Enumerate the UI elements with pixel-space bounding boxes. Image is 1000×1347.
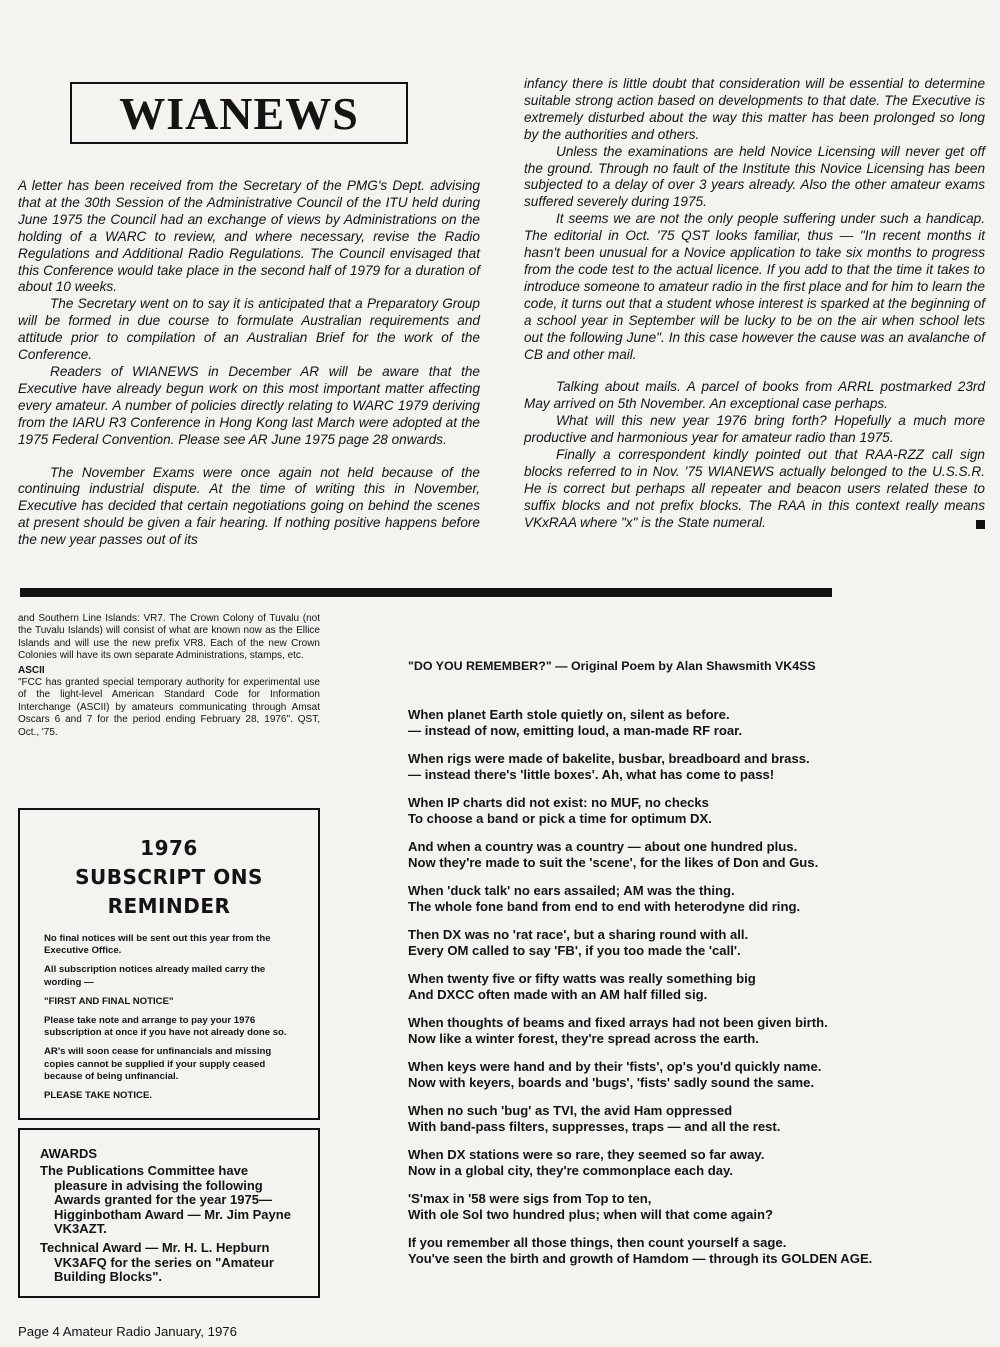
poem-line: 'S'max in '58 were sigs from Top to ten, [408,1191,652,1206]
poem-stanza [408,707,988,739]
right-paragraph-6: Finally a correspondent kindly pointed out that RAA-RZZ call sign blocks referred to in Nov. '75 WIANEWS actually belonged to the U.S.S.R. He is correct but perhaps all repeater and beacon users related these to suffix blocks and not prefix blocks. The RAA in this context really means VKxRAA where "x" is the State numeral. [524,447,985,530]
poem-stanza [408,883,988,915]
section-divider [20,588,832,597]
right-paragraph-5: What will this new year 1976 bring forth? Hopefully a much more productive and harmonious year for amateur radio than 1975. [524,413,985,446]
poem-stanza [408,927,988,959]
poem-line: And DXCC often made with an AM half filled sig. [408,987,708,1003]
poem-stanza [408,1015,988,1047]
poem-line: — instead there's 'little boxes'. Ah, what has come to pass! [408,767,775,783]
subscriptions-body [44,933,294,1102]
poem-line: Now they're made to suit the 'scene', for the likes of Don and Gus. [408,855,819,871]
small-text-2: "FCC has granted special temporary authority for experimental use of the light-level American Standard Code for Information Interchange (ASCII) by amateurs communicating through Amsat Oscars 6 and 7 for the period ending February 28, 1976". QST, Oct., '75. [18,677,320,738]
ascii-heading: ASCII [18,664,45,676]
poem-stanza [408,1235,988,1267]
poem-stanza [408,751,988,783]
poem-stanza [408,971,988,1003]
end-mark-icon [976,520,985,529]
page-footer: Page 4 Amateur Radio January, 1976 [18,1324,237,1339]
left-column [18,178,480,549]
poem-stanza [408,795,988,827]
awards-box [18,1128,320,1298]
subscriptions-paragraph: AR's will soon cease for unfinancials and missing copies cannot be supplied if your supply ceased because of being unfinancial. [44,1046,272,1082]
awards-heading: AWARDS [40,1146,98,1161]
left-paragraph-2: The Secretary went on to say it is anticipated that a Preparatory Group will be formed in due course to formulate Australian requirements and attitude prior to compilation of an Australian Brief for the work of the Conference. [18,296,480,363]
poem [408,707,988,1279]
poem-line: If you remember all those things, then count yourself a sage. [408,1235,787,1250]
poem-stanza [408,839,988,871]
poem-line: Now in a global city, they're commonplace each day. [408,1163,733,1179]
poem-line: Now like a winter forest, they're spread across the earth. [408,1031,759,1047]
poem-line: You've seen the birth and growth of Hamdom — through its GOLDEN AGE. [408,1251,873,1267]
poem-line: When thoughts of beams and fixed arrays had not been given birth. [408,1015,828,1030]
poem-line: — instead of now, emitting loud, a man-made RF roar. [408,723,743,739]
right-paragraph-1: infancy there is little doubt that consideration will be essential to determine suitable strong action based on developments to that date. The Executive is extremely disturbed about the way this matter has been prolonged so long by the authorities and others. [524,76,985,142]
subscriptions-paragraph: No final notices will be sent out this year from the Executive Office. [44,933,271,957]
poem-line: When no such 'bug' as TVI, the avid Ham oppressed [408,1103,733,1118]
left-paragraph-1: A letter has been received from the Secretary of the PMG's Dept. advising that at the 30th Session of the Administrative Council of the ITU held during June 1975 the Council had an exchange of views by Administrations on the holding of a WARC to review, and where necessary, revise the Radio Regulations and Additional Radio Regulations. The Council envisaged that this Conference would take place in the second half of 1979 for a duration of about 10 weeks. [18,178,480,295]
poem-line: When planet Earth stole quietly on, silent as before. [408,707,730,722]
poem-line: When twenty five or fifty watts was really something big [408,971,756,986]
right-paragraph-2: Unless the examinations are held Novice Licensing will never get off the ground. Through no fault of the Institute this Novice Licensing has been subjected to a delay of over 3 years already. Also the other amateur exams suffered severely during 1975. [524,143,985,210]
masthead-box [70,82,408,144]
right-paragraph-4: Talking about mails. A parcel of books from ARRL postmarked 23rd May arrived on 5th November. An exceptional case perhaps. [524,379,985,412]
subscriptions-paragraph: "FIRST AND FINAL NOTICE" [44,995,174,1007]
awards-paragraph: The Publications Committee have pleasure in advising the following Awards granted for the year 1975— Higginbotham Award — Mr. Jim Payne VK3AZT. [40,1163,291,1237]
poem-line: When rigs were made of bakelite, busbar, breadboard and brass. [408,751,810,766]
subscriptions-paragraph: PLEASE TAKE NOTICE. [44,1090,153,1102]
poem-line: With ole Sol two hundred plus; when will that come again? [408,1207,774,1223]
poem-stanza [408,1103,988,1135]
masthead-title: WIANEWS [119,87,359,139]
poem-line: Every OM called to say 'FB', if you too made the 'call'. [408,943,741,959]
small-text-1: and Southern Line Islands: VR7. The Crown Colony of Tuvalu (not the Tuvalu Islands) will consist of what are known now as the Ellice Islands and will use the new prefix VR8. Each of the new Crown Colonies will have its own separate Administrations, stamps, etc. [18,613,320,662]
poem-stanza [408,1147,988,1179]
right-paragraph-3: It seems we are not the only people suffering under such a handicap. The editorial in Oct. '75 QST looks familiar, thus — "In recent months it hasn't been unusual for a Novice application to take six months to progress from the code test to the actual licence. If you add to that the time it takes to introduce someone to amateur radio in the first place and for him to learn the code, it turns out that a student whose interest is sparked at the beginning of a school year in September will be lucky to be on the air when school lets out the following June". In this case however the cause was an avalanche of CB and other mail. [524,211,985,362]
poem-line: When 'duck talk' no ears assailed; AM was the thing. [408,883,735,898]
poem-stanza [408,1191,988,1223]
left-paragraph-4: The November Exams were once again not held because of the continuing industrial dispute. At the time of writing this in November, Executive has decided that certain negotiations going on behind the scenes at present should be given a fair hearing. If nothing positive happens before the new year passes out of its [18,464,480,548]
poem-line: To choose a band or pick a time for optimum DX. [408,811,712,827]
poem-line: And when a country was a country — about one hundred plus. [408,839,798,854]
subscriptions-paragraph: Please take note and arrange to pay your 1976 subscription at once if you have not already done so. [44,1015,287,1039]
awards-paragraph: Technical Award — Mr. H. L. Hepburn VK3AFQ for the series on "Amateur Building Blocks". [40,1239,274,1285]
poem-line: The whole fone band from end to end with heterodyne did ring. [408,899,801,915]
poem-line: Then DX was no 'rat race', but a sharing round with all. [408,927,749,942]
poem-stanza [408,1059,988,1091]
subscriptions-box [18,808,320,1120]
subscriptions-title: 1976 SUBSCRIPT ONS REMINDER [75,836,263,918]
small-column [18,613,320,739]
poem-line: When DX stations were so rare, they seemed so far away. [408,1147,765,1162]
poem-title: "DO YOU REMEMBER?" — Original Poem by Alan Shawsmith VK4SS [408,659,816,673]
right-column [524,76,985,532]
poem-line: Now with keyers, boards and 'bugs', 'fists' sadly sound the same. [408,1075,815,1091]
poem-line: When keys were hand and by their 'fists', op's you'd quickly name. [408,1059,822,1074]
poem-line: With band-pass filters, suppresses, traps — and all the rest. [408,1119,781,1135]
subscriptions-paragraph: All subscription notices already mailed carry the wording — [44,964,266,988]
poem-line: When IP charts did not exist: no MUF, no checks [408,795,709,810]
left-paragraph-3: Readers of WIANEWS in December AR will be aware that the Executive have already begun work on this most important matter affecting every amateur. A number of policies directly relating to WARC 1979 deriving from the IARU R3 Conference in Hong Kong last March were adopted at the 1975 Federal Convention. Please see AR June 1975 page 28 onwards. [18,363,480,447]
